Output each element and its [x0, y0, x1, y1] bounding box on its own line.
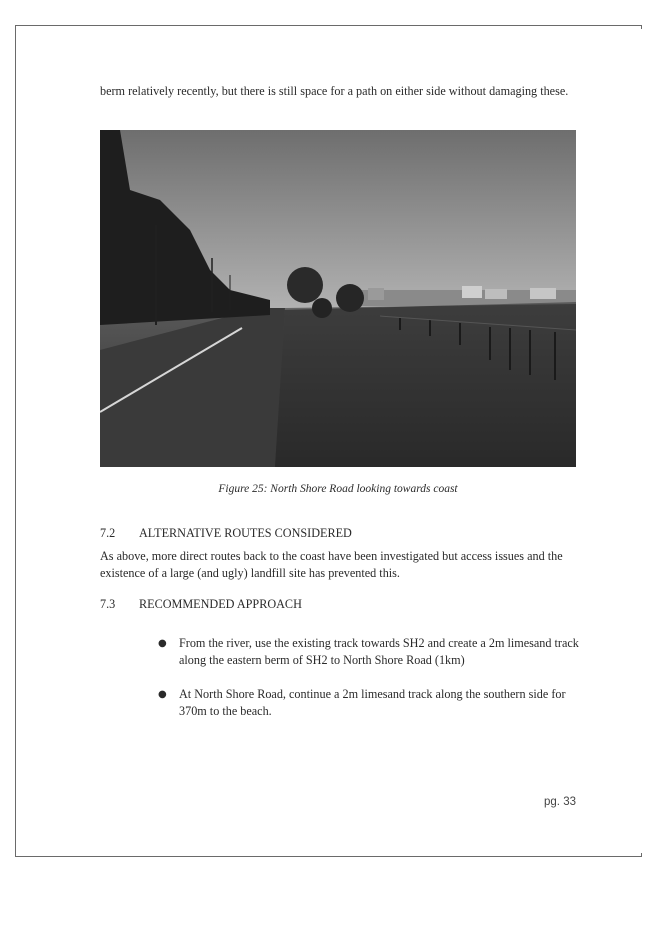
section-title: ALTERNATIVE ROUTES CONSIDERED — [139, 526, 352, 540]
bullet-icon: ● — [158, 689, 167, 700]
figure-photo-north-shore-road — [100, 130, 576, 467]
list-item — [100, 686, 580, 720]
page-border-tick — [641, 853, 642, 857]
bullet-icon: ● — [158, 638, 167, 649]
list-item-text: From the river, use the existing track towards SH2 and create a 2m limesand track along the eastern berm of SH2 to North Shore Road (1km) — [179, 636, 579, 667]
figure-caption: Figure 25: North Shore Road looking towards coast — [218, 483, 458, 495]
section-number: 7.2 — [100, 526, 116, 540]
section-number: 7.3 — [100, 597, 116, 611]
section-title: RECOMMENDED APPROACH — [139, 597, 302, 611]
page-number: pg. 33 — [544, 796, 576, 808]
intro-paragraph: berm relatively recently, but there is still space for a path on either side without damaging these. — [100, 84, 569, 98]
recommended-approach-list — [100, 635, 580, 737]
page-border-tick — [641, 25, 642, 29]
list-item — [100, 635, 580, 669]
list-item-text: At North Shore Road, continue a 2m limesand track along the southern side for 370m to the beach. — [179, 687, 566, 718]
section-7-2-paragraph: As above, more direct routes back to the coast have been investigated but access issues and the existence of a large (and ugly) landfill site has prevented this. — [100, 549, 563, 580]
